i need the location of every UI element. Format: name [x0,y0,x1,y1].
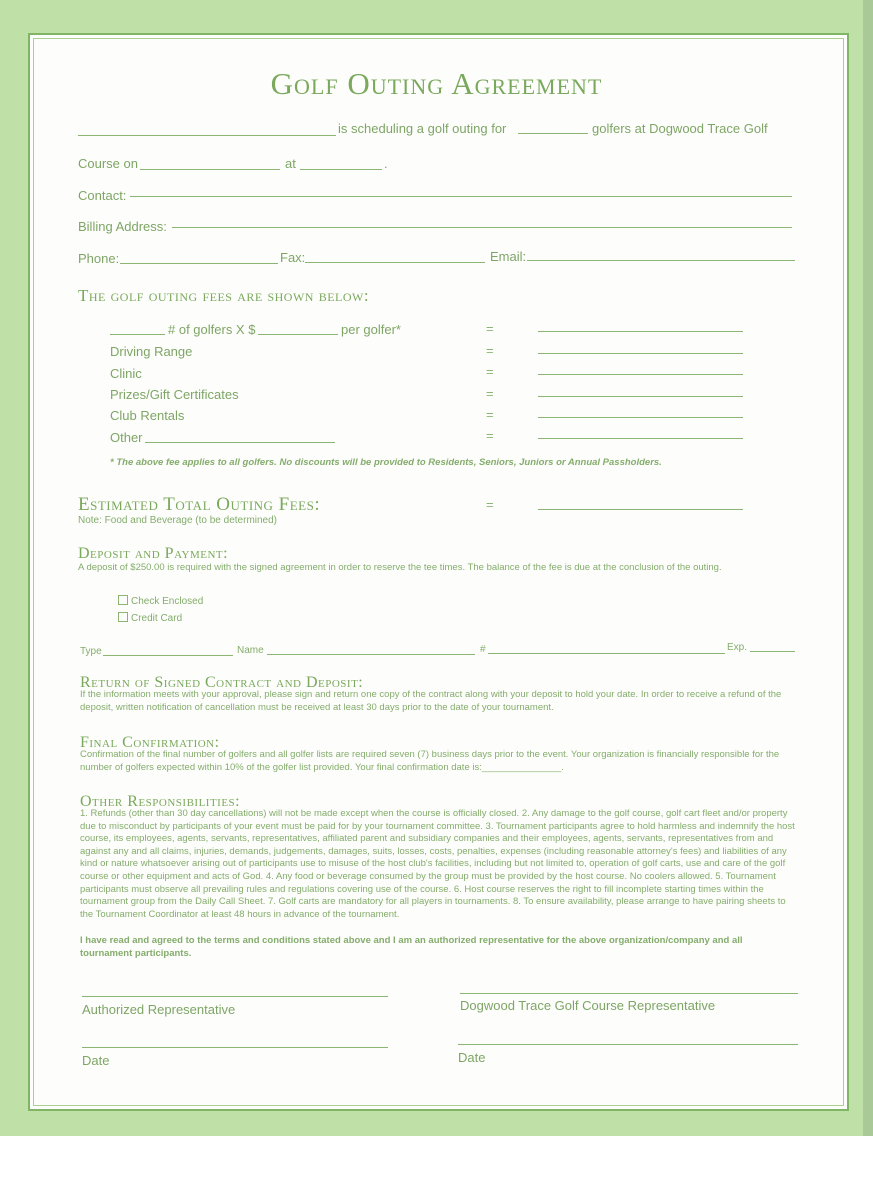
equals-sign: = [486,428,494,443]
fee-item-driving-range: Driving Range [110,344,193,359]
checkbox[interactable] [118,595,128,605]
per-golfer-label: per golfer* [341,322,401,337]
golfers-count-field[interactable] [110,334,165,335]
check-enclosed-option[interactable] [118,595,203,607]
fax-field[interactable] [305,262,485,263]
card-number-field[interactable] [488,653,725,654]
fee-field[interactable] [538,438,743,439]
check-enclosed-label: Check Enclosed [131,596,204,607]
fee-note: * The above fee applies to all golfers. No discounts will be provided to Residents, Seniors, Juniors or Annual Passholders. [110,457,662,468]
checkbox[interactable] [118,612,128,622]
at-label: at [285,156,296,171]
final-heading: Final Confirmation: [80,734,220,751]
period: . [384,156,388,171]
golfer-count-field[interactable] [518,133,588,134]
billing-field[interactable] [172,227,792,228]
course-time-field[interactable] [300,169,382,170]
fax-label: Fax: [280,250,306,265]
card-type-field[interactable] [103,655,233,656]
equals-sign: = [486,407,494,422]
fee-field[interactable] [538,374,743,375]
course-rep-label: Dogwood Trace Golf Course Representative [460,998,716,1013]
fee-field[interactable] [538,417,743,418]
email-label: Email: [490,249,527,264]
authorized-rep-date-label: Date [82,1053,110,1068]
fee-field[interactable] [538,396,743,397]
fee-item-club-rentals: Club Rentals [110,408,185,423]
fee-item-prizes: Prizes/Gift Certificates [110,387,239,402]
fee-item-other: Other [110,430,143,445]
phone-label: Phone: [78,251,120,266]
fee-total-field[interactable] [538,331,743,332]
scan-edge [863,0,873,1136]
intro-text-2: golfers at Dogwood Trace Golf [592,121,768,136]
equals-sign: = [486,386,494,401]
other-text: 1. Refunds (other than 30 day cancellations) will not be made except when the course is officially closed. 2. Any damage to the golf course, golf cart fleet and/or property due to misconduct by participants of your event must be paid for by your tournament committee. 3. Tournament participants agree to hold harmless and indemnify the host course, its employees, agents, servants, representatives, affiliated parent and subsidiary companies and their employees, agents, servants, representatives from and against any and all claims, injuries, demands, judgements, damages, suits, losses, costs, penalties, expenses (including reasonable attorney's fees) and liabilities of any kind or nature whatsoever arising out of participants use to misuse of the host club's facilities, including but not limited to, operation of golf carts, use and care of the golf course or other equipment and acts of God. 4. Any food or beverage consumed by the group must be provided by the host course. No coolers allowed. 5. Tournament participants must observe all prevailing rules and regulations covering use of the course. 6. Host course reserves the right to fill incomplete starting times within the tournament group from the Daily Call Sheet. 7. Golf carts are mandatory for all players in tournaments. 8. To ensure availability, please arrange to have pairing sheets to the Tournament Coordinator at least 48 hours in advance of the tournament. [80,808,795,920]
course-rep-signature-line[interactable] [460,993,798,994]
course-date-field[interactable] [140,169,280,170]
equals-sign: = [486,364,494,379]
final-text: Confirmation of the final number of golfers and all golfer lists are required seven (7) business days prior to the event. Your organization is financially responsible for the number of golfers expected within 10% of the golfer list provided. Your final confirmation date is:_______________. [80,749,780,773]
estimated-note: Note: Food and Beverage (to be determined) [78,515,278,526]
deposit-heading: Deposit and Payment: [78,545,229,562]
page-title: Golf Outing Agreement [270,66,603,101]
course-rep-date-label: Date [458,1050,486,1065]
agreement-statement: I have read and agreed to the terms and conditions stated above and I am an authorized representative for the above organization/company and all tournament participants. [80,935,743,959]
card-type-label: Type [80,646,102,657]
return-heading: Return of Signed Contract and Deposit: [80,674,364,691]
billing-label: Billing Address: [78,219,167,234]
credit-card-option[interactable] [118,612,182,624]
fee-item-clinic: Clinic [110,366,142,381]
phone-field[interactable] [120,263,278,264]
card-exp-field[interactable] [750,651,795,652]
estimated-heading: Estimated Total Outing Fees: [78,494,321,515]
contact-field[interactable] [130,196,792,197]
golfers-x-label: # of golfers X $ [168,322,256,337]
card-exp-label: Exp. [727,642,748,653]
authorized-rep-date-line[interactable] [82,1047,388,1048]
other-heading: Other Responsibilities: [80,793,241,810]
card-name-label: Name [237,645,264,656]
course-rep-date-line[interactable] [458,1044,798,1045]
estimated-total-field[interactable] [538,509,743,510]
email-field[interactable] [527,260,795,261]
course-on-label: Course on [78,156,138,171]
equals-sign: = [486,343,494,358]
contact-label: Contact: [78,188,127,203]
card-name-field[interactable] [267,654,475,655]
equals-sign: = [486,497,494,512]
fees-heading: The golf outing fees are shown below: [78,286,370,305]
other-description-field[interactable] [145,442,335,443]
credit-card-label: Credit Card [131,613,183,624]
authorized-rep-label: Authorized Representative [82,1002,236,1017]
card-number-label: # [480,644,486,655]
equals-sign: = [486,321,494,336]
authorized-rep-signature-line[interactable] [82,996,388,997]
return-text: If the information meets with your approval, please sign and return one copy of the contract along with your deposit to hold your date. In order to receive a refund of the deposit, written notification of cancellation must be received at least 30 days prior to the date of your tournament. [80,689,782,713]
organization-field[interactable] [78,135,336,136]
price-field[interactable] [258,334,338,335]
deposit-text: A deposit of $250.00 is required with the signed agreement in order to reserve the tee times. The balance of the fee is due at the conclusion of the outing. [78,562,722,573]
intro-text-1: is scheduling a golf outing for [338,121,507,136]
fee-field[interactable] [538,353,743,354]
